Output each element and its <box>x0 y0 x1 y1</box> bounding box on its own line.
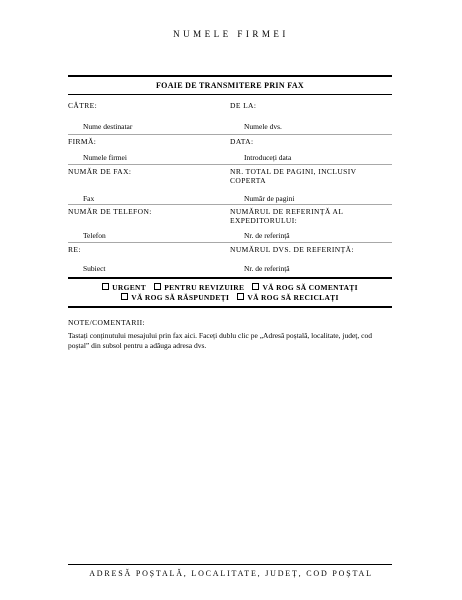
company-value[interactable]: Numele firmei <box>83 153 127 162</box>
date-label: DATA: <box>230 137 254 146</box>
checkbox-please-recycle[interactable] <box>237 293 338 302</box>
row-divider <box>68 164 392 165</box>
checkbox-box[interactable] <box>252 283 259 290</box>
footer-address[interactable]: ADRESĂ POȘTALĂ, LOCALITATE, JUDEȚ, COD POȘTAL <box>89 569 373 578</box>
title-bottom-rule <box>68 94 392 95</box>
from-value[interactable]: Numele dvs. <box>244 122 282 131</box>
checkbox-bottom-rule <box>68 306 392 308</box>
your-reference-label: NUMĂRUL DVS. DE REFERINȚĂ: <box>230 245 354 254</box>
to-value[interactable]: Nume destinatar <box>83 122 133 131</box>
checkbox-row-1 <box>68 283 392 292</box>
subject-value[interactable]: Subiect <box>83 264 106 273</box>
checkbox-label: VĂ ROG SĂ COMENTAȚI <box>262 283 358 292</box>
fax-number-value[interactable]: Fax <box>83 194 95 203</box>
phone-label: NUMĂR DE TELEFON: <box>68 207 152 216</box>
checkbox-box[interactable] <box>237 293 244 300</box>
checkbox-top-rule <box>68 277 392 279</box>
checkbox-urgent[interactable] <box>102 283 146 292</box>
company-name: NUMELE FIRMEI <box>173 29 289 39</box>
fax-number-label: NUMĂR DE FAX: <box>68 167 132 176</box>
sender-reference-value[interactable]: Nr. de referință <box>244 231 290 240</box>
checkbox-please-comment[interactable] <box>252 283 357 292</box>
checkbox-box[interactable] <box>102 283 109 290</box>
checkbox-label: URGENT <box>112 283 147 292</box>
title-top-rule <box>68 75 392 77</box>
row-divider <box>68 134 392 135</box>
your-reference-value[interactable]: Nr. de referință <box>244 264 290 273</box>
row-divider <box>68 204 392 205</box>
checkbox-box[interactable] <box>121 293 128 300</box>
to-label: CĂTRE: <box>68 101 98 110</box>
footer-rule <box>68 564 392 565</box>
form-title: FOAIE DE TRANSMITERE PRIN FAX <box>156 81 304 90</box>
total-pages-value[interactable]: Număr de pagini <box>244 194 295 203</box>
checkbox-row-2 <box>68 293 392 302</box>
notes-label: NOTE/COMENTARII: <box>68 318 146 327</box>
company-label: FIRMĂ: <box>68 137 97 146</box>
checkbox-box[interactable] <box>154 283 161 290</box>
sender-reference-label: NUMĂRUL DE REFERINȚĂ AL EXPEDITORULUI: <box>230 207 344 225</box>
phone-value[interactable]: Telefon <box>83 231 106 240</box>
row-divider <box>68 242 392 243</box>
checkbox-for-review[interactable] <box>154 283 244 292</box>
checkbox-please-reply[interactable] <box>121 293 229 302</box>
total-pages-label: NR. TOTAL DE PAGINI, INCLUSIV COPERTA <box>230 167 357 185</box>
date-value[interactable]: Introduceți data <box>244 153 292 162</box>
checkbox-label: PENTRU REVIZUIRE <box>164 283 245 292</box>
checkbox-label: VĂ ROG SĂ RECICLAȚI <box>247 293 339 302</box>
from-label: DE LA: <box>230 101 257 110</box>
checkbox-label: VĂ ROG SĂ RĂSPUNDEȚI <box>131 293 230 302</box>
re-label: RE: <box>68 245 81 254</box>
notes-body[interactable]: Tastați conținutului mesajului prin fax aici. Faceți dublu clic pe „Adresă poștală, localitate, județ, cod poștal” din subsol pentru a adăuga adresa dvs. <box>68 331 372 350</box>
